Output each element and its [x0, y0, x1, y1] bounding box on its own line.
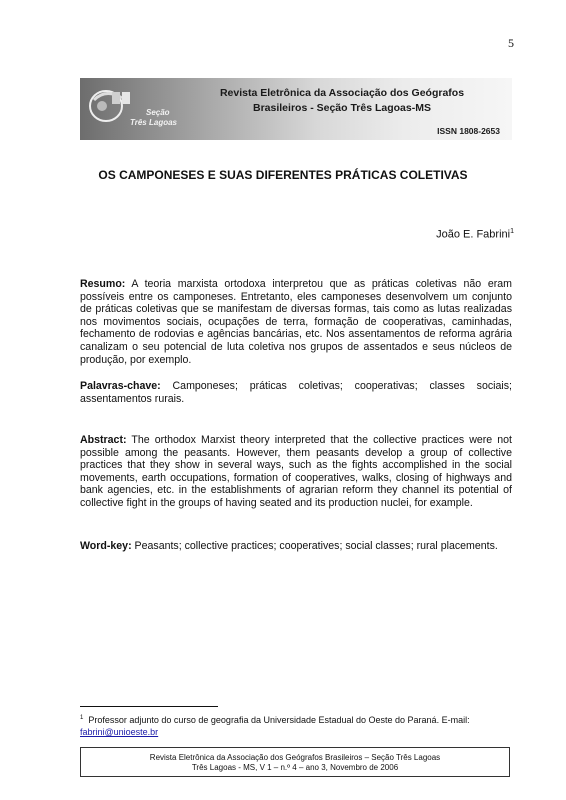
footnote-mark: 1 — [80, 715, 84, 721]
palavras-chave-paragraph — [80, 380, 512, 405]
resumo-label: Resumo: — [80, 278, 126, 290]
footnote-text: Professor adjunto do curso de geografia da Universidade Estadual do Oeste do Paraná. E-mail: — [88, 715, 470, 725]
word-key-text: Peasants; collective practices; cooperatives; social classes; rural placements. — [131, 540, 498, 552]
journal-footer — [80, 747, 510, 777]
abstract-paragraph — [80, 434, 512, 510]
author — [436, 228, 514, 241]
logo-text-tres-lagoas: Três Lagoas — [130, 118, 177, 127]
resumo-text: A teoria marxista ortodoxa interpretou que as práticas coletivas não eram possíveis entre os camponeses. Entretanto, eles camponeses desenvolvem um conjunto de práticas coletivas que se manifestam de diversas formas, tais como as lutas realizadas nos movimentos sociais, ocupações de terra, formação de cooperativas, caminhadas, fechamento de rodovias e agências bancárias, etc. Nos assentamentos de reforma agrária canalizam o seu potencial de luta coletiva nos grupos de assentados e seus núcleos de produção, por exemplo. — [80, 278, 512, 366]
journal-title-line1: Revista Eletrônica da Associação dos Geógrafos — [219, 87, 465, 99]
journal-header-banner — [80, 78, 512, 140]
footer-line1: Revista Eletrônica da Associação dos Geógrafos Brasileiros – Seção Três Lagoas — [149, 753, 441, 762]
author-footnote-mark: 1 — [510, 228, 514, 235]
word-key-label: Word-key: — [80, 540, 132, 552]
abstract-text: The orthodox Marxist theory interpreted that the collective practices were not possible among the peasants. However, them peasants develop a group of collective practices that they show in several ways, such as the fights accomplished in the social movements, earth occupations, formation of cooperatives, walks, closing of highways and bank agencies, etc. in the establishments of agrarian reform they channel its potential of collective fight in the groups of having seated and its production nuclei, for example. — [80, 434, 512, 509]
logo-text-secao: Seção — [146, 108, 170, 117]
journal-title — [192, 86, 492, 116]
abstract-label: Abstract: — [80, 434, 127, 446]
footer-line2: Três Lagoas - MS, V 1 – n.º 4 – ano 3, Novembro de 2006 — [191, 763, 399, 772]
footnote-separator — [80, 706, 218, 707]
word-key-paragraph — [80, 540, 512, 553]
palavras-chave-label: Palavras-chave: — [80, 380, 161, 392]
page-number: 5 — [508, 36, 514, 50]
palavras-chave-text: Camponeses; práticas coletivas; cooperativas; classes sociais; assentamentos rurais. — [80, 380, 512, 405]
journal-title-line2: Brasileiros - Seção Três Lagoas-MS — [253, 102, 431, 114]
author-name: João E. Fabrini — [436, 228, 511, 241]
journal-logo — [88, 86, 188, 132]
footnote-email-link[interactable]: fabrini@unioeste.br — [80, 727, 159, 737]
article-title: OS CAMPONESES E SUAS DIFERENTES PRÁTICAS COLETIVAS — [98, 168, 468, 182]
issn: ISSN 1808-2653 — [437, 126, 500, 136]
resumo-paragraph — [80, 278, 512, 366]
footnote — [80, 712, 512, 738]
